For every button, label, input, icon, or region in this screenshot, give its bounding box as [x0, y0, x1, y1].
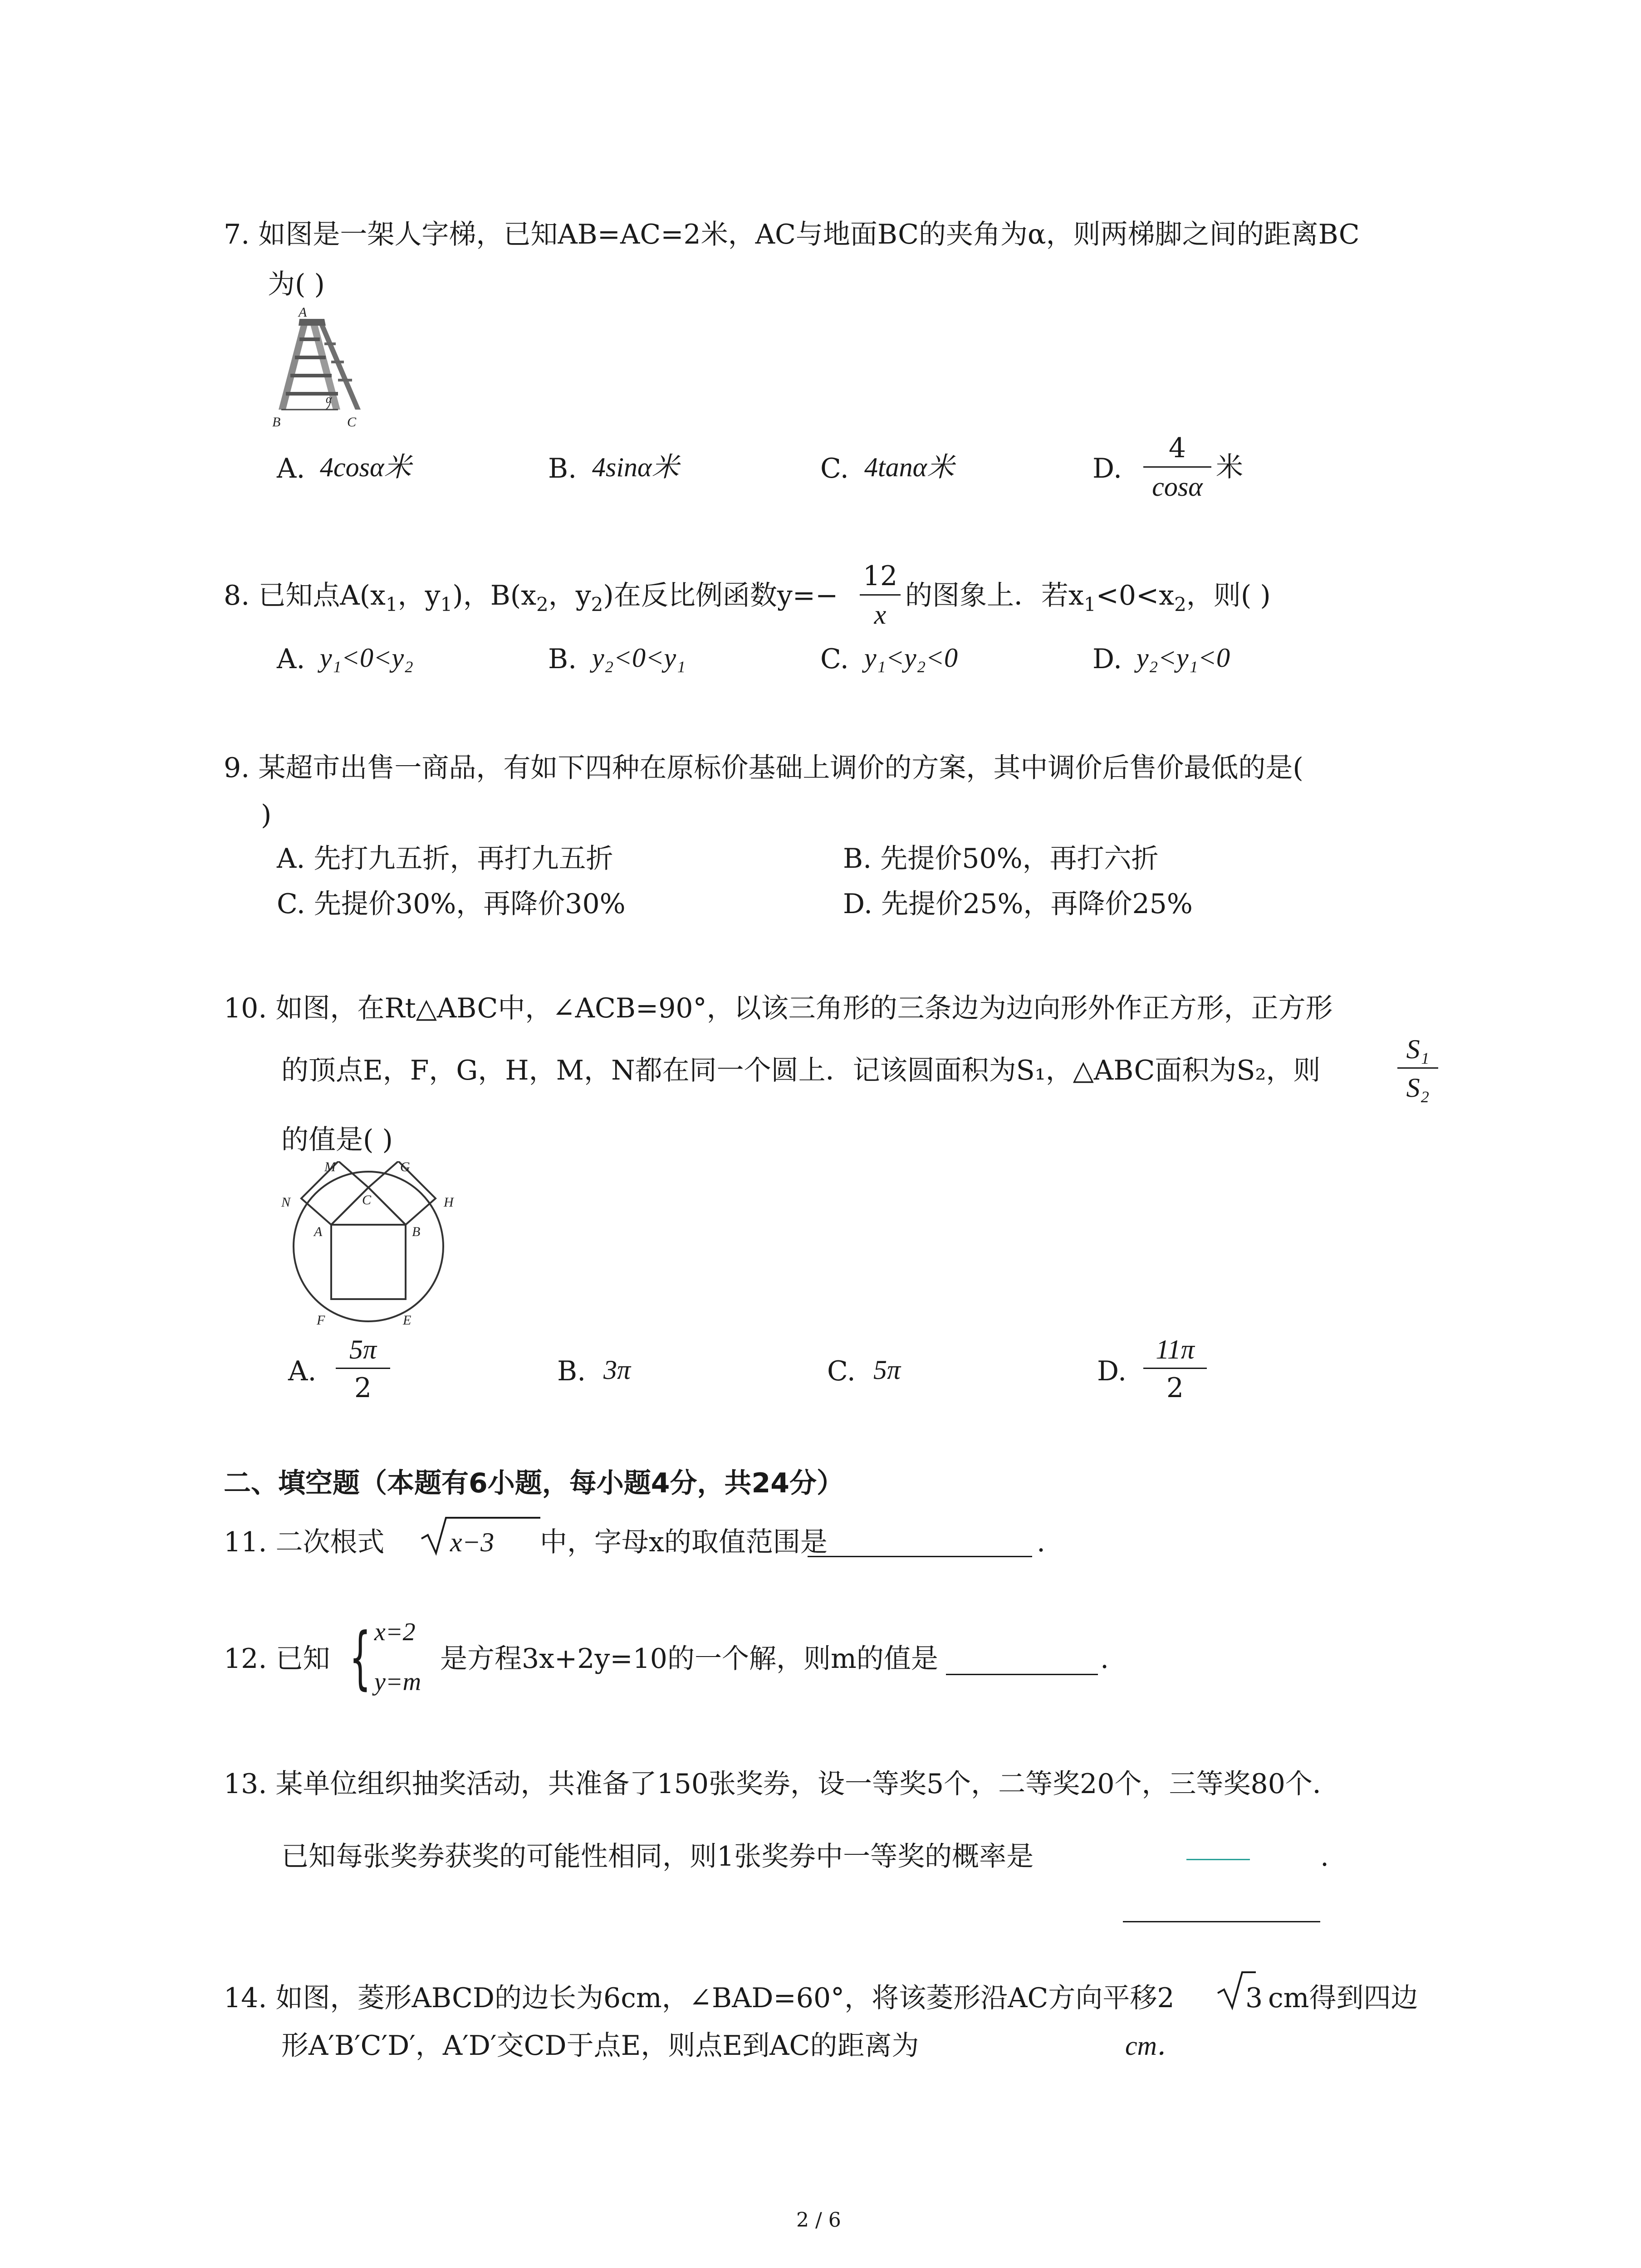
- q7-option-a-label: A.: [277, 453, 305, 484]
- q10-option-b-label: B.: [557, 1355, 586, 1387]
- q8-fraction-numerator: 12: [862, 560, 898, 592]
- q10-option-a-fraction[interactable]: [336, 1336, 390, 1402]
- q12-prefix: 12. 已知: [224, 1643, 330, 1675]
- q14-line1b: cm得到四边: [1268, 1982, 1418, 2014]
- ladder-label-alpha: α: [326, 392, 332, 406]
- q10-option-a-denominator: 2: [354, 1372, 372, 1404]
- q8-text-f: 的图象上．若x: [905, 580, 1084, 611]
- q7-line2: 为( ): [268, 269, 325, 300]
- q12-answer-blank[interactable]: [946, 1674, 1098, 1675]
- circle-label-b: B: [412, 1224, 421, 1239]
- q10-option-d-fraction[interactable]: [1143, 1336, 1207, 1402]
- q8-stem: 8. 已知点$A(x_1$，$y_1$)，$B(x_2$，$y_2$)在反比例函数y=−: [224, 580, 838, 616]
- ladder-label-b: B: [272, 415, 281, 430]
- q10-fraction-numerator: S₁: [1406, 1034, 1430, 1064]
- q14-line2: 形A′B′C′D′，A′D′交CD于点E，则点E到AC的距离为: [281, 2030, 919, 2062]
- q8-option-b-label: B.: [548, 643, 577, 675]
- q13-end: .: [1320, 1841, 1329, 1872]
- q8-text-c: )，B(x: [452, 580, 537, 611]
- ladder-figure: [272, 308, 390, 430]
- q11-prefix: 11. 二次根式: [224, 1526, 385, 1558]
- circle-label-m: M: [324, 1161, 336, 1174]
- q12-row1: x=2: [374, 1618, 416, 1646]
- q12-suffix: 是方程3x+2y=10的一个解，则m的值是: [440, 1643, 938, 1675]
- circle-label-c: C: [362, 1193, 372, 1207]
- page-number: 2 / 6: [796, 2209, 841, 2232]
- q10-fraction-denominator: S₂: [1406, 1073, 1430, 1103]
- q7-option-d-label: D.: [1092, 453, 1122, 484]
- ladder-label-a: A: [299, 308, 307, 320]
- circle-label-n: N: [281, 1195, 291, 1210]
- q10-option-c[interactable]: 5π: [873, 1355, 901, 1385]
- q10-option-a-label: A.: [288, 1355, 317, 1387]
- q7-option-d-denominator: cosα: [1152, 472, 1203, 502]
- q14-radicand: 3: [1245, 1982, 1263, 2014]
- q7-option-a[interactable]: 4cosα米: [320, 452, 411, 482]
- q10-option-b[interactable]: 3π: [603, 1355, 631, 1385]
- q9-line1: 9. 某超市出售一商品，有如下四种在原标价基础上调价的方案，其中调价后售价最低的是(: [224, 752, 1303, 784]
- q9-option-c[interactable]: C. 先提价30%，再降价30%: [277, 888, 626, 920]
- q9-option-b[interactable]: B. 先提价50%，再打六折: [843, 843, 1159, 875]
- q14-unit: cm．: [1125, 2031, 1184, 2061]
- q8-option-a[interactable]: y₁<0<y₂: [320, 643, 413, 673]
- circle-label-e: E: [403, 1313, 411, 1328]
- q10-option-d-numerator: 11π: [1156, 1334, 1195, 1364]
- q8-fraction: [860, 562, 901, 628]
- q7-option-b-label: B.: [548, 453, 577, 484]
- q10-option-d-label: D.: [1097, 1355, 1127, 1387]
- q8-text-a: 8. 已知点A(x: [224, 580, 386, 611]
- q7-option-c-label: C.: [820, 453, 849, 484]
- q11-suffix: 中，字母x的取值范围是: [540, 1526, 828, 1558]
- q13-answer-blank[interactable]: [1123, 1921, 1320, 1922]
- q11-end: .: [1037, 1526, 1046, 1558]
- q8-stem-tail: 的图象上．若$x_1<0<x_2$，则( ): [905, 580, 1271, 616]
- q7-option-d-unit: 米: [1216, 451, 1243, 483]
- q10-line1: 10. 如图，在Rt△ABC中，∠ACB=90°，以该三角形的三条边为边向形外作正方形，正方形: [224, 992, 1333, 1024]
- q8-text-h: ，则( ): [1186, 580, 1271, 611]
- q8-option-d-label: D.: [1092, 643, 1122, 675]
- q12-end: .: [1100, 1643, 1109, 1675]
- q8-text-g: <0<x: [1096, 580, 1175, 611]
- q8-option-c-label: C.: [820, 643, 849, 675]
- q8-option-c[interactable]: y₁<y₂<0: [864, 643, 958, 673]
- q13-fraction-bar: [1186, 1859, 1250, 1860]
- q8-fraction-denominator: x: [874, 600, 887, 630]
- q11-answer-blank[interactable]: [808, 1556, 1032, 1557]
- circle-label-f: F: [317, 1313, 325, 1328]
- q8-option-a-label: A.: [277, 643, 305, 675]
- ladder-icon: [279, 319, 361, 410]
- q13-line1: 13. 某单位组织抽奖活动，共准备了150张奖券，设一等奖5个，二等奖20个，三等奖80个．: [224, 1768, 1340, 1800]
- q7-option-b[interactable]: 4sinα米: [592, 452, 679, 482]
- q9-line2: ): [261, 799, 272, 831]
- q8-text-b: ，y: [397, 580, 441, 611]
- q10-line3: 的值是( ): [281, 1124, 393, 1156]
- q7-option-d-numerator: 4: [1168, 432, 1186, 464]
- q10-option-c-label: C.: [827, 1355, 856, 1387]
- q10-line2: 的顶点E，F，G，H，M，N都在同一个圆上．记该圆面积为S₁，△ABC面积为S₂，则: [281, 1055, 1321, 1086]
- q7-line1: 7. 如图是一架人字梯，已知AB=AC=2米，AC与地面BC的夹角为α，则两梯脚之间的距离BC: [224, 219, 1360, 250]
- q8-text-d: ，y: [548, 580, 591, 611]
- q8-text-e: )在反比例函数y=−: [603, 580, 838, 611]
- section-heading: 二、填空题（本题有6小题，每小题4分，共24分）: [224, 1467, 844, 1499]
- q7-option-d-fraction[interactable]: [1143, 432, 1211, 502]
- circle-squares-figure: [281, 1161, 463, 1334]
- q10-option-d-denominator: 2: [1166, 1372, 1184, 1404]
- ladder-label-c: C: [347, 415, 357, 430]
- q14-line1a: 14. 如图，菱形ABCD的边长为6cm，∠BAD=60°，将该菱形沿AC方向平移2: [224, 1982, 1175, 2014]
- q8-option-b[interactable]: y₂<0<y₁: [592, 643, 686, 673]
- q8-option-d[interactable]: y₂<y₁<0: [1136, 643, 1230, 673]
- circle-label-g: G: [400, 1161, 410, 1174]
- q12-row2: y=m: [374, 1668, 421, 1696]
- circle-label-h: H: [444, 1195, 454, 1210]
- q9-option-d[interactable]: D. 先提价25%，再降价25%: [843, 888, 1193, 920]
- q13-line2: 已知每张奖券获奖的可能性相同，则1张奖券中一等奖的概率是: [281, 1841, 1034, 1872]
- q10-fraction: [1397, 1036, 1438, 1101]
- q7-option-c[interactable]: 4tanα米: [864, 452, 955, 482]
- circle-label-a: A: [314, 1224, 323, 1239]
- q9-option-a[interactable]: A. 先打九五折，再打九五折: [277, 843, 613, 875]
- q10-option-a-numerator: 5π: [349, 1334, 377, 1364]
- brace-icon: {: [349, 1618, 371, 1697]
- q11-radicand: x−3: [450, 1527, 495, 1557]
